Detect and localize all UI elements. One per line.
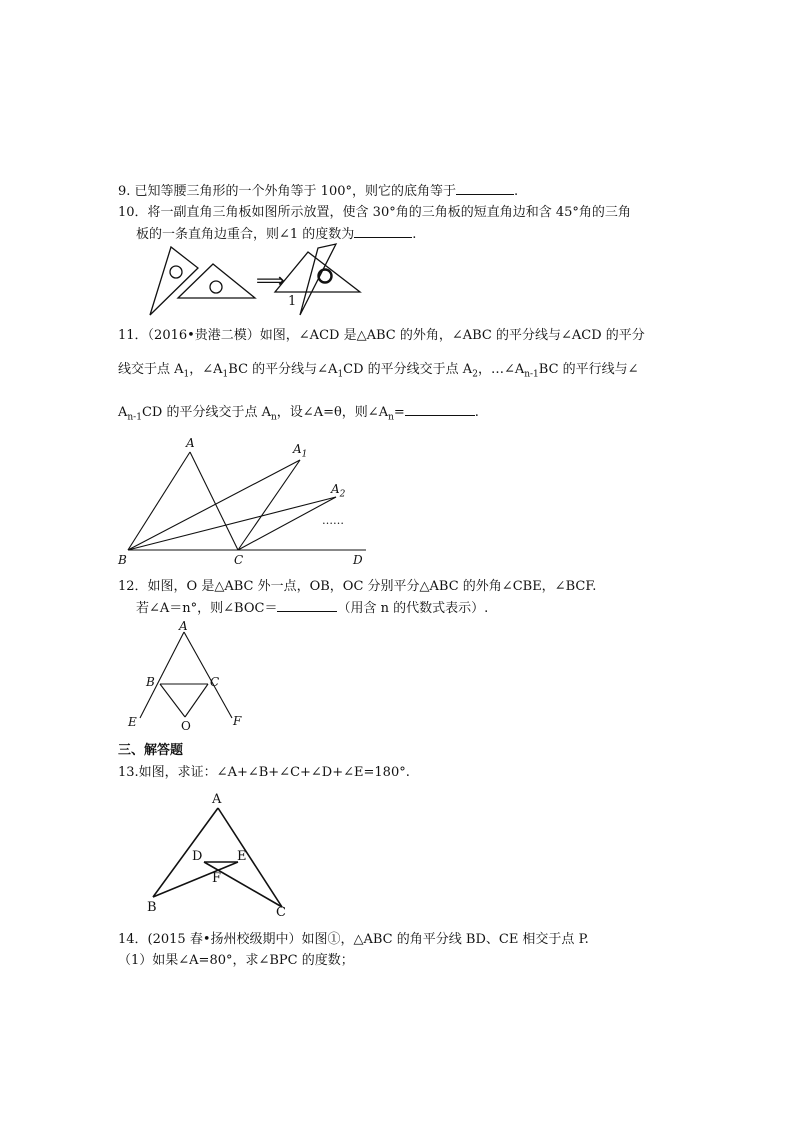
- label-E: E: [237, 849, 247, 864]
- sub: n-1: [524, 369, 539, 380]
- line-BA: [128, 452, 190, 550]
- question-11-line-3: [118, 403, 479, 421]
- label-A: A: [212, 792, 222, 807]
- question-10-text: 板的一条直角边重合，则∠1 的度数为: [136, 227, 355, 242]
- line-AF: [184, 632, 232, 718]
- sub: 2: [339, 489, 346, 500]
- text: BC 的平行线与∠: [538, 362, 639, 377]
- label-A2: [331, 482, 346, 500]
- text: （用含 n 的代数式表示）.: [337, 601, 489, 616]
- period: .: [474, 405, 479, 420]
- sub: 1: [222, 369, 229, 380]
- text: A: [293, 442, 302, 456]
- triangle-45-left: [178, 264, 255, 298]
- text: A: [331, 482, 340, 496]
- question-11-line-1: 11．（2016•贵港二模）如图，∠ACD 是△ABC 的外角，∠ABC 的平分线与∠ACD 的平分: [118, 328, 645, 343]
- sub: 2: [472, 369, 478, 380]
- text: ，设∠A=θ，则∠A: [276, 405, 389, 420]
- answer-blank: [277, 599, 337, 612]
- label-C: C: [210, 675, 220, 689]
- triangle-hole-bold: [319, 270, 332, 283]
- line-BO: [160, 684, 185, 717]
- triangle-30-left: [150, 247, 198, 315]
- question-14-line-2: （1）如果∠A=80°，求∠BPC 的度数；: [118, 953, 354, 968]
- label-F: F: [212, 871, 222, 886]
- text: A: [118, 405, 128, 420]
- text: CD 的平分线交于点 A: [343, 362, 473, 377]
- text: 若∠A＝n°，则∠BOC＝: [136, 601, 278, 616]
- section-heading: 三、解答题: [118, 743, 184, 758]
- label-A: A: [179, 619, 188, 633]
- triangle-45-right: [275, 252, 360, 292]
- question-12-line-2: [136, 599, 488, 617]
- answer-blank: [405, 403, 475, 416]
- label-O: O: [181, 719, 191, 733]
- label-A1: [293, 442, 308, 460]
- answer-blank: [456, 182, 514, 195]
- angle-1-label: 1: [288, 294, 297, 309]
- question-9-text: 9. 已知等腰三角形的一个外角等于 100°，则它的底角等于: [118, 184, 456, 199]
- question-11-line-2: [118, 362, 639, 378]
- line-CA1: [238, 460, 300, 550]
- question-12-line-1: 12．如图，O 是△ABC 外一点，OB，OC 分别平分△ABC 的外角∠CBE，∠BCF.: [118, 579, 597, 594]
- triangle-hole-right: [210, 281, 222, 293]
- period: .: [513, 184, 519, 199]
- question-10-line-1: 10．将一副直角三角板如图所示放置，使含 30°角的三角板的短直角边和含 45°角的三角: [118, 205, 631, 220]
- label-B: B: [147, 900, 157, 915]
- label-A: A: [186, 436, 195, 450]
- sub: 1: [337, 369, 344, 380]
- line-BE: [153, 862, 238, 897]
- arrow-icon: ⟹: [256, 268, 285, 292]
- triangle-hole-left: [170, 266, 182, 278]
- sub: n-1: [127, 412, 142, 423]
- label-C: C: [276, 905, 286, 920]
- sub: 1: [301, 449, 308, 460]
- question-14-line-1: 14．(2015 春•扬州校级期中）如图①，△ABC 的角平分线 BD、CE 相交于点 P.: [118, 932, 589, 947]
- period: .: [412, 227, 417, 242]
- label-E: E: [128, 715, 137, 729]
- line-AC: [218, 808, 282, 907]
- line-AC: [190, 452, 238, 550]
- text: =: [393, 405, 405, 420]
- label-D: D: [353, 553, 363, 567]
- line-CO: [185, 684, 208, 717]
- line-BA1: [128, 460, 300, 550]
- label-F: F: [233, 714, 242, 728]
- answer-blank: [354, 225, 412, 238]
- line-AB: [153, 808, 218, 897]
- question-13: 13.如图，求证：∠A+∠B+∠C+∠D+∠E=180°.: [118, 765, 410, 780]
- triangle-30-right: [300, 244, 336, 315]
- question-9: [118, 182, 518, 200]
- label-C: C: [234, 553, 244, 567]
- text: ，…∠A: [477, 362, 525, 377]
- text: CD 的平分线交于点 A: [141, 405, 271, 420]
- sub: n: [271, 412, 277, 423]
- ellipsis-dots: ……: [322, 514, 344, 527]
- question-10-line-2: [136, 225, 416, 243]
- label-D: D: [192, 849, 203, 864]
- label-B: B: [118, 553, 127, 567]
- sub: 1: [183, 369, 190, 380]
- text: ，∠A: [189, 362, 223, 377]
- sub: n: [388, 412, 394, 423]
- label-B: B: [146, 675, 155, 689]
- line-BA2: [128, 497, 336, 550]
- text: 线交于点 A: [118, 362, 184, 377]
- text: BC 的平分线与∠A: [228, 362, 338, 377]
